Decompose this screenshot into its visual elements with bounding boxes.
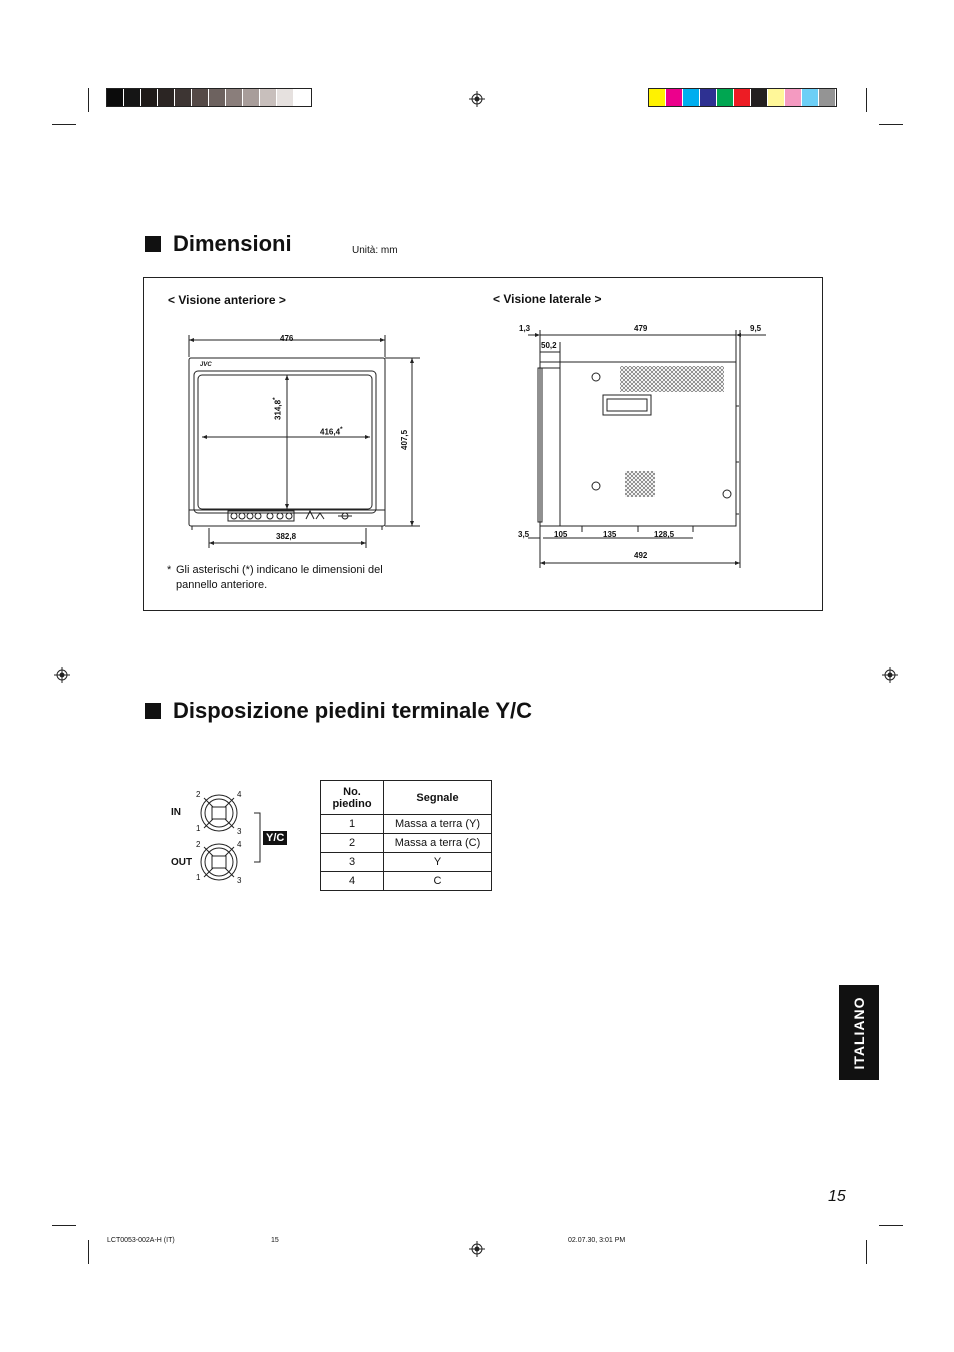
calibration-swatch — [141, 89, 158, 106]
table-row — [321, 853, 492, 872]
table-header-signal: Segnale — [384, 781, 492, 815]
color-calibration-bar — [648, 88, 837, 107]
language-side-tab — [839, 985, 879, 1080]
table-cell-signal: Massa a terra (Y) — [384, 815, 492, 834]
calibration-swatch — [226, 89, 243, 106]
language-side-tab-label: ITALIANO — [851, 995, 867, 1070]
section-title-dimensioni — [145, 231, 292, 257]
calibration-swatch — [158, 89, 175, 106]
connector-in-label: IN — [171, 807, 181, 818]
calibration-swatch — [734, 89, 751, 106]
page-number: 15 — [828, 1188, 846, 1205]
grayscale-calibration-bar — [106, 88, 312, 107]
pin-number: 2 — [196, 840, 201, 849]
crop-mark — [866, 1240, 867, 1264]
table-header-pin — [321, 781, 384, 815]
front-view-label: < Visione anteriore > — [168, 293, 286, 307]
calibration-swatch — [243, 89, 260, 106]
dim-side-d9: 492 — [634, 551, 648, 560]
calibration-swatch — [175, 89, 192, 106]
calibration-swatch — [277, 89, 294, 106]
crop-mark — [879, 1225, 903, 1226]
registration-mark-icon — [469, 1241, 485, 1257]
unit-label: Unità: mm — [352, 245, 398, 256]
dim-side-d6: 105 — [554, 530, 568, 539]
dim-total-height: 407,5 — [400, 429, 409, 450]
pin-number: 1 — [196, 873, 201, 882]
table-row — [321, 834, 492, 853]
table-cell-pin: 4 — [321, 872, 384, 891]
calibration-swatch — [819, 89, 836, 106]
pin-number: 3 — [237, 876, 242, 885]
section-title-text: Dimensioni — [173, 231, 292, 256]
asterisk-note-line2: pannello anteriore. — [176, 579, 268, 591]
calibration-swatch — [717, 89, 734, 106]
yc-label-badge: Y/C — [263, 831, 287, 845]
calibration-swatch — [124, 89, 141, 106]
table-row — [321, 815, 492, 834]
dim-screen-height — [272, 397, 283, 420]
calibration-swatch — [209, 89, 226, 106]
table-cell-pin: 1 — [321, 815, 384, 834]
section-bullet-icon — [145, 236, 161, 252]
pin-number: 4 — [237, 840, 242, 849]
crop-mark — [879, 124, 903, 125]
table-header-pin-line1: No. — [343, 785, 361, 798]
table-cell-signal: Y — [384, 853, 492, 872]
connector-out-label: OUT — [171, 857, 193, 868]
calibration-swatch — [785, 89, 802, 106]
calibration-swatch — [683, 89, 700, 106]
dim-side-d5: 3,5 — [518, 530, 530, 539]
table-row — [321, 872, 492, 891]
dim-side-d1: 1,3 — [519, 324, 531, 333]
registration-mark-icon — [882, 667, 898, 683]
calibration-swatch — [666, 89, 683, 106]
dim-screen-width — [320, 426, 343, 437]
pin-number: 1 — [196, 824, 201, 833]
footer-page: 15 — [271, 1237, 279, 1244]
dim-base-width: 382,8 — [276, 532, 297, 541]
crop-mark — [52, 124, 76, 125]
side-view-drawing — [510, 322, 770, 572]
front-brand-logo: JVC — [200, 362, 212, 368]
pin-number: 3 — [237, 827, 242, 836]
section-bullet-icon — [145, 703, 161, 719]
dim-screen-width-value: 416,4 — [320, 427, 341, 437]
footer-code: LCT0053-002A-H (IT) — [107, 1237, 175, 1244]
calibration-swatch — [107, 89, 124, 106]
calibration-swatch — [802, 89, 819, 106]
dim-side-d4: 50,2 — [541, 341, 557, 350]
calibration-swatch — [751, 89, 768, 106]
pin-signal-table — [320, 780, 492, 891]
crop-mark — [866, 88, 867, 112]
calibration-swatch — [768, 89, 785, 106]
calibration-swatch — [649, 89, 666, 106]
section-title-pinout — [145, 698, 532, 724]
yc-connector-diagram — [190, 785, 270, 890]
calibration-swatch — [294, 89, 311, 106]
dim-side-d3: 9,5 — [750, 324, 762, 333]
section-title-text: Disposizione piedini terminale Y/C — [173, 698, 533, 723]
asterisk-note-mark: * — [167, 564, 172, 576]
calibration-swatch — [192, 89, 209, 106]
table-cell-signal: C — [384, 872, 492, 891]
calibration-swatch — [700, 89, 717, 106]
dim-front-width: 476 — [280, 334, 294, 343]
dim-side-d8: 128,5 — [654, 530, 675, 539]
pin-number: 4 — [237, 790, 242, 799]
side-view-label: < Visione laterale > — [493, 292, 602, 306]
registration-mark-icon — [54, 667, 70, 683]
dim-screen-width-mark: * — [340, 426, 343, 433]
crop-mark — [52, 1225, 76, 1226]
crop-mark — [88, 88, 89, 112]
dim-side-d7: 135 — [603, 530, 617, 539]
pin-number: 2 — [196, 790, 201, 799]
registration-mark-icon — [469, 91, 485, 107]
dim-screen-height-mark: * — [272, 397, 279, 400]
asterisk-note-line1: Gli asterischi (*) indicano le dimensioni del — [176, 564, 383, 576]
dim-side-d2: 479 — [634, 324, 648, 333]
front-view-drawing — [180, 325, 425, 555]
table-cell-pin: 2 — [321, 834, 384, 853]
dim-screen-height-value: 314,8 — [273, 399, 283, 420]
footer-date: 02.07.30, 3:01 PM — [568, 1237, 626, 1244]
calibration-swatch — [260, 89, 277, 106]
table-header-pin-line2: piedino — [332, 797, 372, 810]
table-cell-signal: Massa a terra (C) — [384, 834, 492, 853]
table-cell-pin: 3 — [321, 853, 384, 872]
crop-mark — [88, 1240, 89, 1264]
